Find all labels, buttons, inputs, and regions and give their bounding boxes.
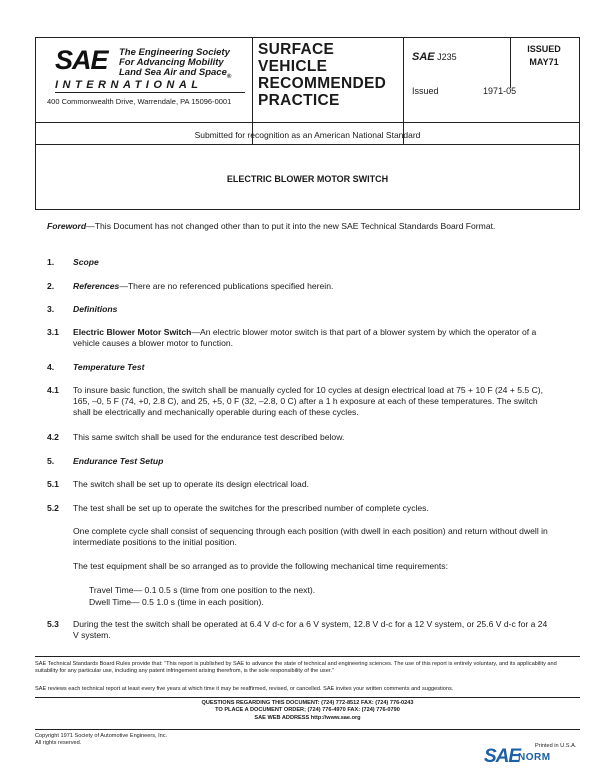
divider bbox=[252, 38, 253, 144]
doc-type-line: PRACTICE bbox=[258, 92, 340, 109]
submitted-note: Submitted for recognition as an American National Standard bbox=[194, 130, 421, 140]
foreword bbox=[47, 221, 552, 232]
divider bbox=[403, 38, 404, 144]
footer-note: SAE Technical Standards Board Rules provide that: “This report is published by SAE to advance the state of technical and engineering sciences. The use of this report is entirely voluntary, and its applicability and suitability for any particular use, including any patent infringement arising therefrom, is the sole responsibility of the user.” bbox=[35, 661, 557, 675]
doc-type-line: SURFACE bbox=[258, 41, 335, 58]
sae-small-logo: SAE bbox=[412, 51, 435, 63]
document-type bbox=[258, 41, 386, 109]
section-text: The switch shall be set up to operate its design electrical load. bbox=[73, 479, 309, 489]
section-text: One complete cycle shall consist of sequencing through each position (with dwell in each position) and return without dwell in intermediate positions to the initial position. bbox=[73, 526, 548, 548]
doc-number: J235 bbox=[437, 52, 457, 62]
section-heading: Scope bbox=[73, 257, 99, 267]
status-block bbox=[510, 43, 578, 69]
status-line: MAY71 bbox=[529, 57, 559, 67]
sae-norm-logo-text: NORM bbox=[518, 752, 551, 763]
society-tagline bbox=[119, 48, 231, 82]
section-number: 4.2 bbox=[47, 432, 59, 442]
sae-norm-logo-mark: SAE bbox=[484, 746, 521, 767]
section-text: —There are no referenced publications specified herein. bbox=[119, 281, 334, 291]
footer-rule bbox=[35, 656, 580, 657]
printed-in: Printed in U.S.A. bbox=[535, 743, 577, 749]
contact-questions: QUESTIONS REGARDING THIS DOCUMENT: (724) 772-8512 FAX: (724) 776-0243 bbox=[201, 700, 414, 706]
sae-logo: SAE bbox=[55, 45, 108, 75]
status-line: ISSUED bbox=[527, 44, 561, 54]
section-heading: Endurance Test Setup bbox=[73, 456, 164, 466]
footer-note: SAE reviews each technical report at least every five years at which time it may be reaffirmed, revised, or cancelled. SAE invites your written comments and suggestions. bbox=[35, 686, 454, 692]
section-body bbox=[73, 281, 333, 292]
trademark: ® bbox=[226, 73, 232, 80]
document-title: ELECTRIC BLOWER MOTOR SWITCH bbox=[226, 174, 389, 184]
doc-type-line: RECOMMENDED bbox=[258, 75, 387, 92]
section-text: —An electric blower motor switch is that part of a blower system by which the operator of a vehicle causes a blower motor to function. bbox=[73, 327, 537, 349]
section-heading: Definitions bbox=[73, 304, 118, 314]
rights-line: All rights reserved. bbox=[35, 740, 82, 747]
issued-line bbox=[412, 86, 516, 96]
web-address: SAE WEB ADDRESS http://www.sae.org bbox=[254, 714, 361, 721]
section-heading: References bbox=[73, 281, 120, 291]
section-number: 5.1 bbox=[47, 479, 59, 489]
section-text: To insure basic function, the switch shall be manually cycled for 10 cycles at design electrical load at 75 + 10 F (24 + 5.5 C), 165, –0, 5 F (74, +0, 2.8 C), and 25, +5, 0 F (32, –2.8, 0 C) after a 1 h exposure at each of these temperatures. The switch shall be electrically and mechanically operable during each of these cycles. bbox=[73, 385, 544, 418]
divider bbox=[55, 92, 245, 93]
section-text: The test equipment shall be so arranged as to provide the following mechanical time requirements: bbox=[73, 561, 448, 571]
contact-order: TO PLACE A DOCUMENT ORDER; (724) 776-4970 FAX: (724) 776-0790 bbox=[215, 707, 400, 714]
tagline-line: The Engineering Society bbox=[119, 47, 230, 58]
divider bbox=[36, 122, 579, 123]
section-heading: Electric Blower Motor Switch bbox=[73, 327, 192, 337]
address: 400 Commonwealth Drive, Warrendale, PA 15096-0001 bbox=[47, 97, 232, 106]
section-number: 5. bbox=[47, 456, 55, 466]
section-number: 3.1 bbox=[47, 327, 59, 337]
section-number: 5.3 bbox=[47, 619, 59, 629]
footer-rule bbox=[35, 697, 580, 698]
section-heading: Temperature Test bbox=[73, 362, 145, 372]
tagline-line: Land Sea Air and Space bbox=[119, 67, 227, 78]
section-number: 2. bbox=[47, 281, 55, 291]
document-number bbox=[412, 51, 457, 63]
section-body bbox=[73, 327, 553, 349]
section-number: 4.1 bbox=[47, 385, 59, 395]
section-number: 1. bbox=[47, 257, 55, 267]
foreword-text: —This Document has not changed other than to put it into the new SAE Technical Standards Board Format. bbox=[86, 221, 496, 231]
doc-type-line: VEHICLE bbox=[258, 58, 328, 75]
section-number: 3. bbox=[47, 304, 55, 314]
copyright-line: Copyright 1971 Society of Automotive Engineers, Inc. bbox=[35, 733, 168, 739]
foreword-heading: Foreword bbox=[47, 221, 87, 231]
section-text: This same switch shall be used for the endurance test described below. bbox=[73, 432, 345, 442]
section-text: The test shall be set up to operate the switches for the prescribed number of complete cycles. bbox=[73, 503, 429, 513]
copyright bbox=[35, 733, 167, 748]
issued-date: 1971-05 bbox=[483, 86, 517, 96]
contact-info bbox=[35, 700, 580, 722]
footer-rule bbox=[35, 729, 580, 730]
international-wordmark: INTERNATIONAL bbox=[55, 79, 203, 91]
issued-label: Issued bbox=[412, 86, 439, 96]
travel-time: Travel Time— 0.1 0.5 s (time from one position to the next). bbox=[89, 585, 316, 595]
section-text: During the test the switch shall be operated at 6.4 V d-c for a 6 V system, 12.8 V d-c for a 12 V system, or 25.6 V d-c for a 24 V system. bbox=[73, 619, 548, 641]
dwell-time: Dwell Time— 0.5 1.0 s (time in each position). bbox=[89, 597, 264, 607]
section-number: 4. bbox=[47, 362, 55, 372]
section-number: 5.2 bbox=[47, 503, 59, 513]
tagline-line: For Advancing Mobility bbox=[119, 57, 224, 68]
